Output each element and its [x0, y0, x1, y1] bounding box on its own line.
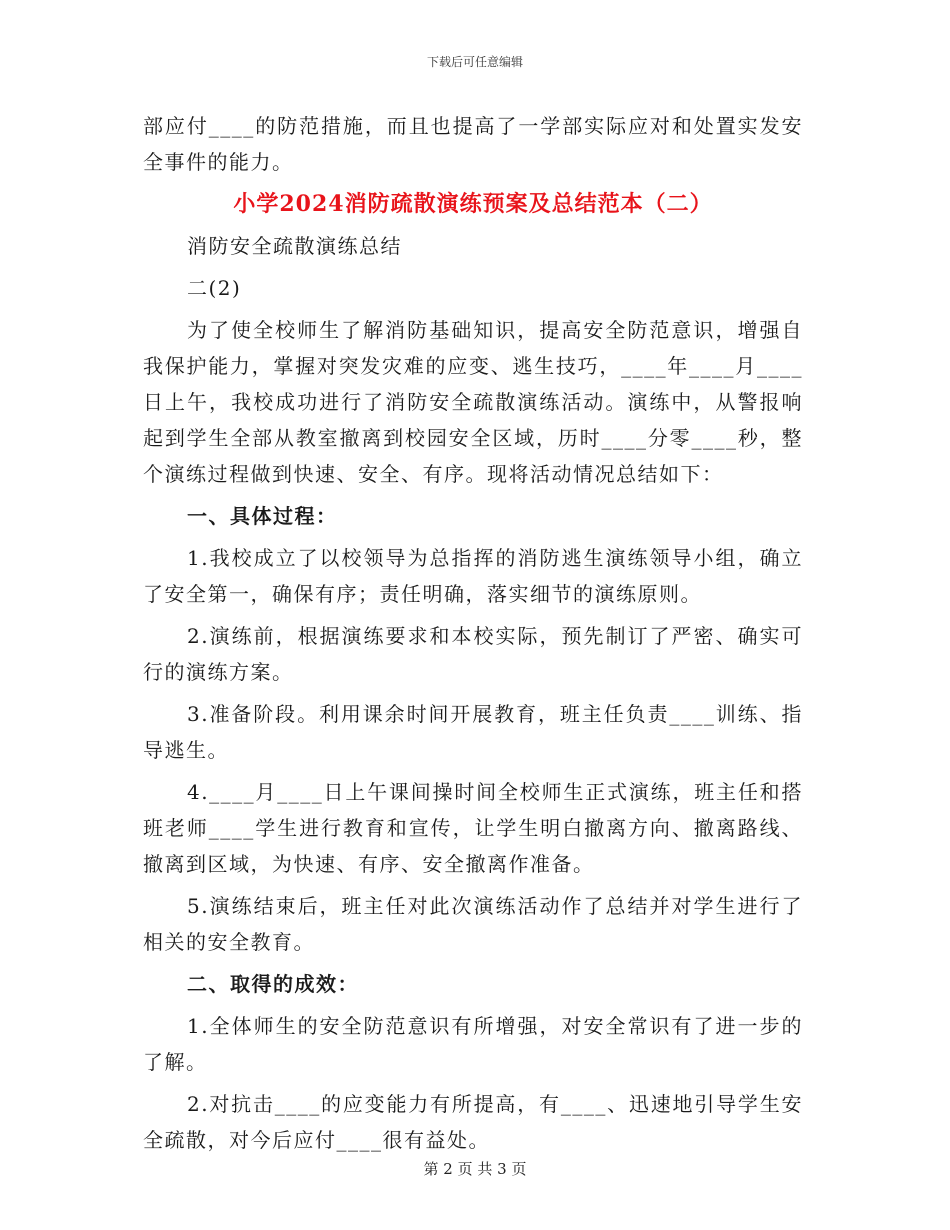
page-footer: 第 2 页 共 3 页 — [423, 1160, 527, 1178]
document-body — [143, 108, 803, 1164]
document-title: 小学2024消防疏散演练预案及总结范本（二） — [233, 191, 713, 217]
section-number: 二(2) — [187, 276, 242, 300]
section1-item-3: 3.准备阶段。利用课余时间开展教育，班主任负责____训练、指导逃生。 — [143, 702, 803, 762]
section1-heading: 一、具体过程： — [187, 504, 338, 528]
document-subtitle: 消防安全疏散演练总结 — [187, 234, 402, 258]
section1-item-5: 5.演练结束后，班主任对此次演练活动作了总结并对学生进行了相关的安全教育。 — [143, 894, 803, 954]
section1-item-4: 4.____月____日上午课间操时间全校师生正式演练，班主任和搭班老师____学生进行教育和宣传，让学生明白撤离方向、撤离路线、撤离到区域，为快速、有序、安全撤离作准备。 — [143, 780, 803, 876]
section2-item-1: 1.全体师生的安全防范意识有所增强，对安全常识有了进一步的了解。 — [143, 1014, 803, 1074]
section2-heading: 二、取得的成效： — [187, 972, 359, 996]
intro-paragraph: 为了使全校师生了解消防基础知识，提高安全防范意识，增强自我保护能力，掌握对突发灾难的应变、逃生技巧，____年____月____日上午，我校成功进行了消防安全疏散演练活动。演练中，从警报响起到学生全部从教室撤离到校园安全区域，历时____分零____秒，整个演练过程做到快速、安全、有序。现将活动情况总结如下： — [143, 318, 803, 486]
section2-item-2: 2.对抗击____的应变能力有所提高，有____、迅速地引导学生安全疏散，对今后应付____很有益处。 — [143, 1092, 803, 1152]
section1-item-2: 2.演练前，根据演练要求和本校实际，预先制订了严密、确实可行的演练方案。 — [143, 624, 803, 684]
section1-item-1: 1.我校成立了以校领导为总指挥的消防逃生演练领导小组，确立了安全第一，确保有序；责任明确，落实细节的演练原则。 — [143, 546, 803, 606]
intro-continuation: 部应付____的防范措施，而且也提高了一学部实际应对和处置实发安全事件的能力。 — [143, 114, 803, 174]
page-header: 下载后可任意编辑 — [426, 55, 523, 69]
